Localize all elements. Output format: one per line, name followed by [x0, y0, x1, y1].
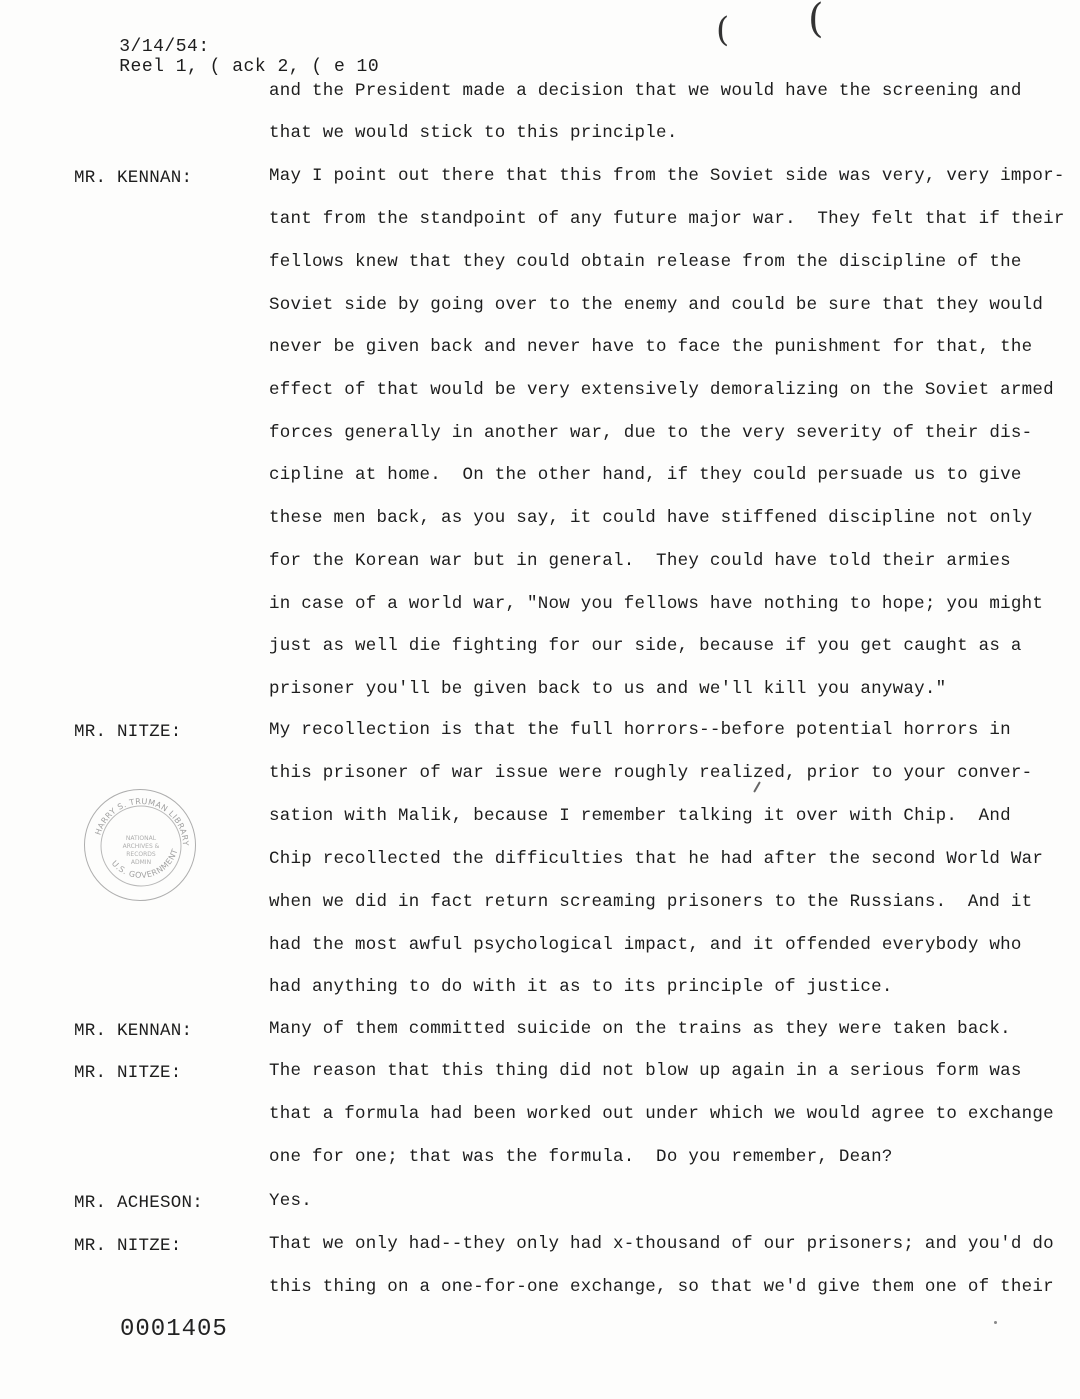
- transcript-line: for the Korean war but in general. They could have told their armies: [269, 551, 1011, 571]
- svg-text:ARCHIVES &: ARCHIVES &: [122, 843, 160, 850]
- transcript-line: Chip recollected the difficulties that he had after the second World War: [269, 849, 1044, 869]
- transcript-line: never be given back and never have to face the punishment for that, the: [269, 337, 1033, 357]
- transcript-line: Yes.: [269, 1191, 313, 1211]
- transcript-line: that we would stick to this principle.: [269, 123, 678, 143]
- transcript-line: prisoner you'll be given back to us and we'll kill you anyway.": [269, 679, 947, 699]
- header-date: 3/14/54:: [119, 37, 210, 57]
- pen-mark: [753, 781, 761, 792]
- transcript-line: cipline at home. On the other hand, if they could persuade us to give: [269, 465, 1022, 485]
- library-stamp: [84, 789, 196, 901]
- transcript-line: had anything to do with it as to its principle of justice.: [269, 977, 893, 997]
- svg-text:ADMIN: ADMIN: [130, 859, 152, 866]
- transcript-line: My recollection is that the full horrors--before potential horrors in: [269, 720, 1011, 740]
- speaker-nitze: MR. NITZE:: [74, 1236, 182, 1256]
- svg-text:RECORDS: RECORDS: [126, 851, 156, 858]
- transcript-line: The reason that this thing did not blow up again in a serious form was: [269, 1061, 1022, 1081]
- handwritten-mark: (: [716, 10, 730, 50]
- transcript-line: these men back, as you say, it could have stiffened discipline not only: [269, 508, 1033, 528]
- transcript-line: Soviet side by going over to the enemy and could be sure that they would: [269, 295, 1044, 315]
- svg-text:NATIONAL: NATIONAL: [125, 835, 157, 842]
- transcript-line: this prisoner of war issue were roughly realized, prior to your conver-: [269, 763, 1033, 783]
- stamp-seal-icon: [85, 790, 197, 902]
- speaker-nitze: MR. NITZE:: [74, 722, 182, 742]
- transcript-line: one for one; that was the formula. Do you remember, Dean?: [269, 1147, 893, 1167]
- paper-speck: [994, 1321, 997, 1324]
- transcript-line: when we did in fact return screaming prisoners to the Russians. And it: [269, 892, 1033, 912]
- transcript-line: Many of them committed suicide on the trains as they were taken back.: [269, 1019, 1011, 1039]
- svg-text:U.S. GOVERNMENT: U.S. GOVERNMENT: [109, 847, 180, 880]
- transcript-line: tant from the standpoint of any future major war. They felt that if their: [269, 209, 1065, 229]
- transcript-line: That we only had--they only had x-thousand of our prisoners; and you'd do: [269, 1234, 1054, 1254]
- transcript-line: this thing on a one-for-one exchange, so that we'd give them one of their: [269, 1277, 1054, 1297]
- speaker-kennan: MR. KENNAN:: [74, 1021, 193, 1041]
- transcript-line: effect of that would be very extensively demoralizing on the Soviet armed: [269, 380, 1054, 400]
- speaker-kennan: MR. KENNAN:: [74, 168, 193, 188]
- transcript-line: in case of a world war, "Now you fellows have nothing to hope; you might: [269, 594, 1044, 614]
- transcript-line: sation with Malik, because I remember talking it over with Chip. And: [269, 806, 1011, 826]
- transcript-line: forces generally in another war, due to the very severity of their dis-: [269, 423, 1033, 443]
- transcript-line: that a formula had been worked out under which we would agree to exchange: [269, 1104, 1054, 1124]
- transcript-line: had the most awful psychological impact, and it offended everybody who: [269, 935, 1022, 955]
- transcript-line: May I point out there that this from the Soviet side was very, very impor-: [269, 166, 1065, 186]
- speaker-acheson: MR. ACHESON:: [74, 1193, 204, 1213]
- header-reel: Reel 1, ( ack 2, ( e 10: [119, 57, 380, 77]
- transcript-line: just as well die fighting for our side, because if you get caught as a: [269, 636, 1022, 656]
- transcript-line: and the President made a decision that we would have the screening and: [269, 81, 1022, 101]
- svg-text:HARRY S. TRUMAN LIBRARY: HARRY S. TRUMAN LIBRARY: [93, 796, 191, 847]
- document-number: 0001405: [120, 1316, 228, 1343]
- speaker-nitze: MR. NITZE:: [74, 1063, 182, 1083]
- transcript-line: fellows knew that they could obtain release from the discipline of the: [269, 252, 1022, 272]
- handwritten-mark: (: [808, 0, 824, 42]
